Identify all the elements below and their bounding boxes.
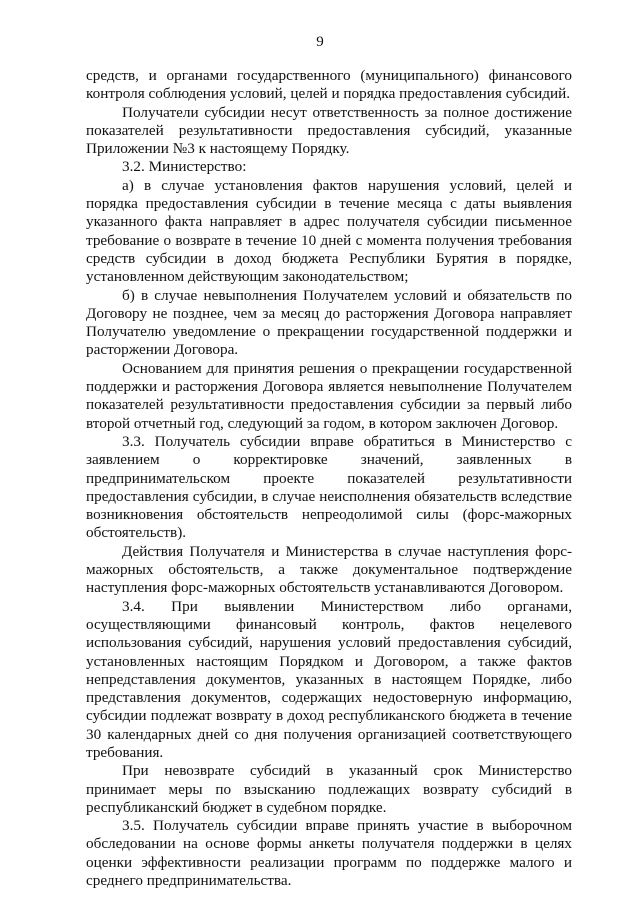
paragraph: а) в случае установления фактов нарушения условий, целей и порядка предоставления субсидии в течение месяца с даты выявления указанного факта направляет в адрес получателя субсидии письменное требование о возврате в течение 10 дней с момента получения требования средств субсидии в доход бюджета Республики Бурятия в порядке, установленном действующим законодательством; bbox=[86, 176, 572, 286]
paragraph: Основанием для принятия решения о прекращении государственной поддержки и расторжения Договора является невыполнение Получателем показателей результативности предоставления субсидии за первый либо второй отчетный год, следующий за годом, в котором заключен Договор. bbox=[86, 359, 572, 432]
section-heading: 3.2. Министерство: bbox=[122, 158, 247, 176]
page-number: 9 bbox=[316, 34, 324, 50]
paragraph: При невозврате субсидий в указанный срок Министерство принимает меры по взысканию подлежащих возврату субсидий в республиканский бюджет в судебном порядке. bbox=[86, 762, 572, 816]
paragraph: 3.3. Получатель субсидии вправе обратиться в Министерство с заявлением о корректировке значений, заявленных в предпринимательском проекте показателей результативности предоставления субсидии, в случае неисполнения обязательств вследствие возникновения обстоятельств непреодолимой силы (форс-мажорных обстоятельств). bbox=[86, 432, 572, 542]
paragraph: средств, и органами государственного (муниципального) финансового контроля соблюдения условий, целей и порядка предоставления субсидий. bbox=[86, 67, 572, 103]
paragraph: 3.4. При выявлении Министерством либо органами, осуществляющими финансовый контроль, фактов нецелевого использования субсидий, нарушения условий предоставления субсидий, установленных настоящим Порядком и Договором, а также фактов непредставления документов, указанных в настоящем Порядке, либо представления документов, содержащих недостоверную информацию, субсидии подлежат возврату в доход республиканского бюджета в течение 30 календарных дней со дня получения организацией соответствующего требования. bbox=[86, 597, 572, 761]
paragraph: б) в случае невыполнения Получателем условий и обязательств по Договору не позднее, чем за месяц до расторжения Договора направляет Получателю уведомление о прекращении государственной поддержки и расторжении Договора. bbox=[86, 286, 572, 359]
paragraph: Получатели субсидии несут ответственность за полное достижение показателей результативности предоставления субсидий, указанные Приложении №3 к настоящему Порядку. bbox=[86, 103, 572, 158]
paragraph: Действия Получателя и Министерства в случае наступления форс-мажорных обстоятельств, а также документальное подтверждение наступления форс-мажорных обстоятельств устанавливаются Договором. bbox=[86, 542, 572, 597]
paragraph: 3.5. Получатель субсидии вправе принять участие в выборочном обследовании на основе формы анкеты получателя поддержки в целях оценки эффективности реализации программ по поддержке малого и среднего предпринимательства. bbox=[86, 817, 572, 890]
document-body bbox=[86, 67, 572, 890]
